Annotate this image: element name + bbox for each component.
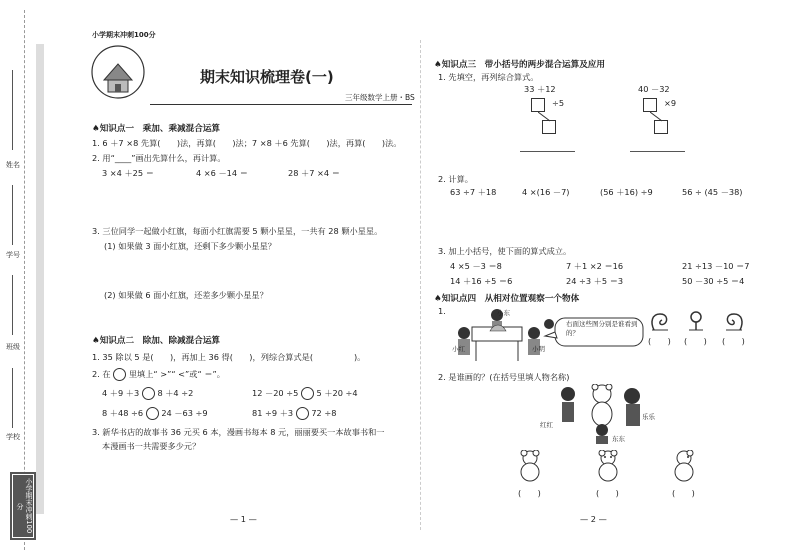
bubble-text: 右面这些图分别是谁看到的？: [566, 320, 638, 337]
s1-expr-3: 28 ＋7 ×4 ＝: [288, 168, 340, 178]
flow1-answer-line[interactable]: [520, 151, 575, 152]
binding-strip: [0, 0, 44, 560]
compare-circle-blank[interactable]: [301, 387, 314, 400]
flow2-box-1[interactable]: [643, 98, 657, 112]
field-class-label: 班级: [6, 343, 20, 351]
s3-q2: 2. 计算。: [438, 174, 473, 184]
flow1-top: 33 ＋12: [524, 84, 556, 94]
paren-6: 50 －30 ÷5 ＝4: [682, 276, 745, 286]
compare-left: 4 ＋9 ＋3: [102, 388, 140, 398]
s2-q2: [92, 368, 225, 381]
s1-q1: 1. 6 ＋7 ×8 先算( )法，再算( )法；7 ×8 ＋6 先算( )法，再算( )法。: [92, 138, 402, 148]
title-rule: [150, 104, 412, 105]
house-logo-icon: [86, 40, 150, 104]
section-1-heading: ♠知识点一 乘加、乘减混合运算: [92, 124, 221, 134]
compare-row-2b: [252, 407, 336, 420]
section-3-heading: ♠知识点三 带小括号的两步混合运算及应用: [434, 60, 605, 70]
page-title: 期末知识梳理卷(一): [200, 68, 334, 86]
s2-q2-prefix: 2. 在: [92, 369, 111, 379]
page-divider: [420, 40, 421, 530]
answer-paren-1[interactable]: ( ): [648, 336, 671, 346]
calc-2: 4 ×(16 －7): [522, 187, 570, 197]
field-line: [12, 70, 13, 150]
compare-left: 12 －20 ÷5: [252, 388, 299, 398]
paren-2: 7 ＋1 ×2 ＝16: [566, 261, 624, 271]
bear-drawing-icon-1: [516, 450, 544, 482]
s1-q3: 3. 三位同学一起做小红旗，每面小红旗需要 5 颗小星星，一共有 28 颗小星星。: [92, 226, 383, 236]
s1-expr-1: 3 ×4 ＋25 ＝: [102, 168, 154, 178]
flow2-answer-line[interactable]: [630, 151, 685, 152]
flow1-box-1[interactable]: [531, 98, 545, 112]
label-lele: 乐乐: [642, 413, 655, 421]
compare-row-1: [102, 387, 193, 400]
paren-3: 21 ÷13 －10 ＝7: [682, 261, 750, 271]
page-number-left: — 1 —: [230, 514, 257, 524]
paren-5: 24 ÷3 ＋5 ＝3: [566, 276, 624, 286]
compare-circle-blank[interactable]: [113, 368, 126, 381]
compare-row-2: [102, 407, 208, 420]
section-4-heading: ♠知识点四 从相对位置观察一个物体: [434, 294, 580, 304]
compare-right: 72 ÷8: [311, 408, 337, 418]
answer-paren-4[interactable]: ( ): [518, 488, 541, 498]
brand-block: [10, 472, 36, 540]
page-subtitle: 三年级数学上册・BS: [345, 93, 415, 102]
compare-circle-blank[interactable]: [142, 387, 155, 400]
s1-q3a: (1) 如果做 3 面小红旗，还剩下多少颗小星星？: [104, 241, 276, 251]
label-honghong: 红红: [540, 421, 553, 429]
field-line: [12, 185, 13, 245]
compare-left: 8 ＋48 ÷6: [102, 408, 144, 418]
section-2-heading: ♠知识点二 除加、除减混合运算: [92, 336, 221, 346]
label-dongdong: 东东: [612, 435, 625, 443]
s3-q3: 3. 加上小括号，使下面的算式成立。: [438, 246, 572, 256]
kids-bear-scene: [556, 384, 646, 444]
calc-3: (56 ＋16) ÷9: [600, 187, 653, 197]
s1-q3b: (2) 如果做 6 面小红旗，还差多少颗小星星？: [104, 290, 268, 300]
binding-bar: [36, 44, 44, 514]
logo-caption: 小学期末冲刺100分: [92, 31, 156, 39]
s2-q3: 3. 新华书店的故事书 36 元买 6 本，漫画书每本 8 元，丽丽要买一本故事书和一: [92, 427, 385, 437]
field-id-label: 学号: [6, 251, 20, 259]
s4-q1: 1.: [438, 306, 446, 316]
answer-paren-6[interactable]: ( ): [672, 488, 695, 498]
page-number-right: — 2 —: [580, 514, 607, 524]
calc-4: 56 ÷ (45 －38): [682, 187, 743, 197]
flow1-op: ÷5: [552, 98, 565, 108]
answer-paren-5[interactable]: ( ): [596, 488, 619, 498]
s2-q2-suffix: 里填上“ >”“ <”或“ ＝”。: [128, 369, 225, 379]
label-xiaohong: 小红: [452, 345, 465, 353]
flow2-box-2[interactable]: [654, 120, 668, 134]
s1-expr-2: 4 ×6 －14 ＝: [196, 168, 248, 178]
compare-right: 24 －63 ÷9: [161, 408, 208, 418]
bear-drawing-icon-3: [670, 450, 698, 482]
compare-right: 8 ＋4 ÷2: [157, 388, 194, 398]
compare-row-1b: [252, 387, 358, 400]
s3-q1: 1. 先填空，再列综合算式。: [438, 72, 539, 82]
label-xiaodong: 小东: [497, 309, 510, 317]
compare-circle-blank[interactable]: [296, 407, 309, 420]
compare-right: 5 ＋20 ÷4: [316, 388, 358, 398]
header-logo: [86, 40, 150, 104]
flow2-top: 40 －32: [638, 84, 670, 94]
teapot-view-icon-3: [722, 310, 746, 332]
field-name-label: 姓名: [6, 161, 20, 169]
calc-1: 63 ÷7 ＋18: [450, 187, 497, 197]
s1-q2: 2. 用“____”画出先算什么，再计算。: [92, 153, 226, 163]
field-line: [12, 275, 13, 335]
answer-paren-2[interactable]: ( ): [684, 336, 707, 346]
paren-1: 4 ×5 －3 ＝8: [450, 261, 502, 271]
flow1-box-2[interactable]: [542, 120, 556, 134]
teapot-view-icon-2: [686, 310, 706, 332]
teapot-view-icon-1: [648, 310, 672, 332]
compare-circle-blank[interactable]: [146, 407, 159, 420]
compare-left: 81 ÷9 ＋3: [252, 408, 294, 418]
paren-4: 14 ＋16 ÷5 ＝6: [450, 276, 513, 286]
answer-paren-3[interactable]: ( ): [722, 336, 745, 346]
s2-q3-cont: 本漫画书一共需要多少元？: [102, 441, 201, 451]
s4-q2: 2. 是谁画的？(在括号里填人物名称): [438, 372, 570, 382]
field-line: [12, 368, 13, 428]
label-xiaoming: 小明: [532, 345, 545, 353]
flow2-op: ×9: [664, 98, 677, 108]
brand-text: 小学期末冲刺100分: [12, 474, 34, 538]
cut-line: [24, 10, 25, 550]
s2-q1: 1. 35 除以 5 是( )，再加上 36 得( )，列综合算式是( )。: [92, 352, 366, 362]
field-school-label: 学校: [6, 433, 20, 441]
bear-drawing-icon-2: [594, 450, 622, 482]
